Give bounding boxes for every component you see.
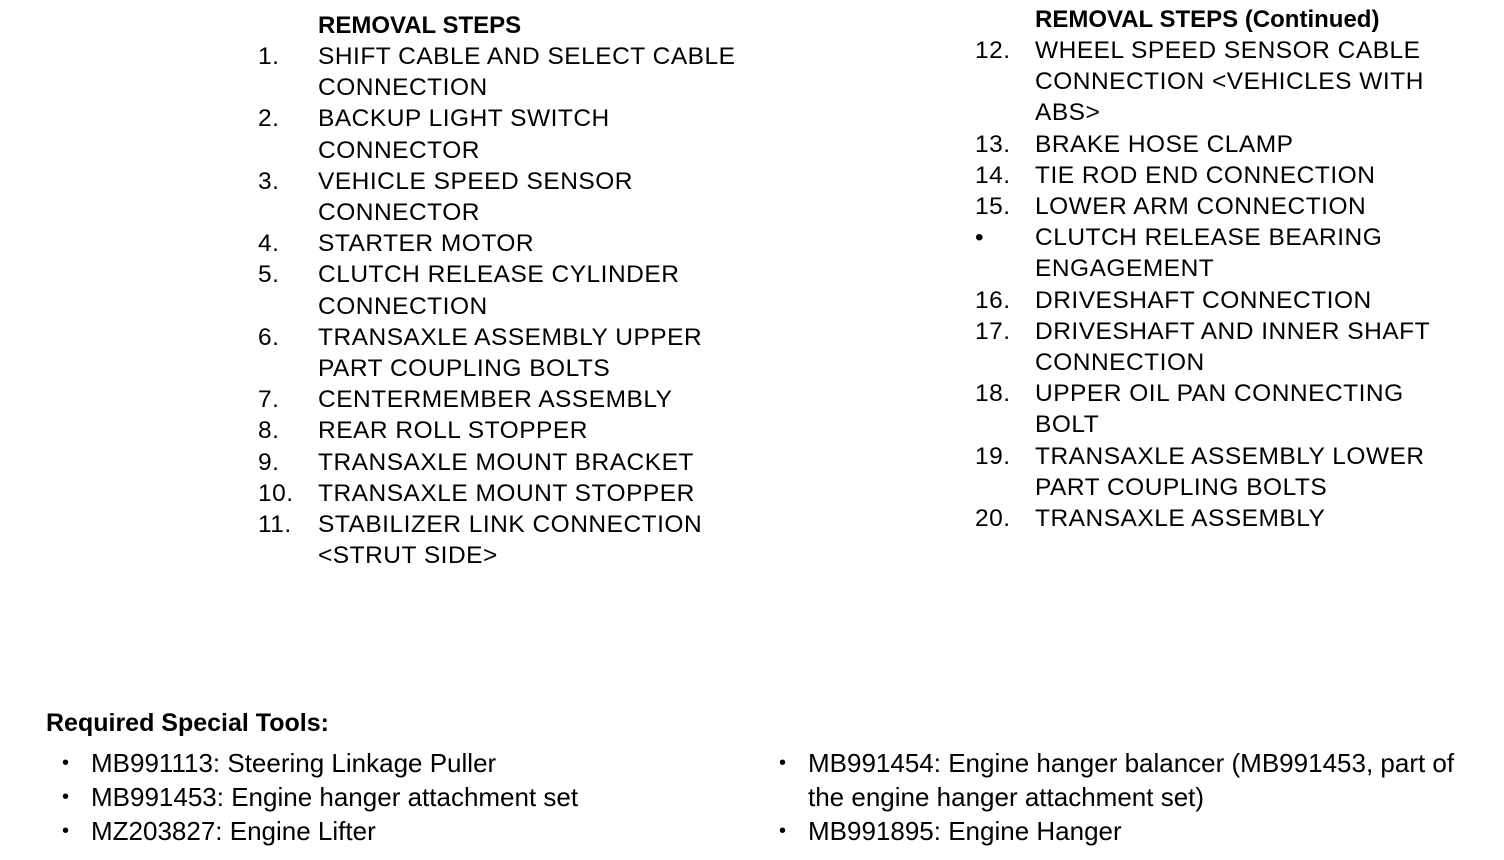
special-tools-section xyxy=(46,706,1486,850)
removal-step xyxy=(258,447,758,478)
removal-step xyxy=(975,503,1475,534)
step-number: 20. xyxy=(975,505,1011,533)
step-number: 1. xyxy=(258,43,280,70)
removal-step xyxy=(258,166,758,228)
removal-step xyxy=(975,160,1475,191)
tool-item xyxy=(779,746,1459,814)
bullet-icon: • xyxy=(779,820,787,842)
step-number: 6. xyxy=(258,323,280,351)
removal-step xyxy=(258,41,758,103)
step-text: SHIFT CABLE AND SELECT CABLE CONNECTION xyxy=(318,43,736,102)
step-number: 10. xyxy=(258,479,294,507)
removal-step xyxy=(258,103,758,165)
tool-item xyxy=(62,746,742,780)
removal-steps-continued-column xyxy=(975,4,1475,534)
step-text: CENTERMEMBER ASSEMBLY xyxy=(318,386,673,414)
step-number: 14. xyxy=(975,161,1011,189)
bullet-icon: • xyxy=(779,752,787,774)
step-text: VEHICLE SPEED SENSOR CONNECTOR xyxy=(318,167,633,227)
special-tools-list-left xyxy=(62,746,742,848)
removal-steps-column xyxy=(258,10,758,571)
removal-step xyxy=(975,441,1475,503)
step-number: 9. xyxy=(258,448,280,476)
removal-steps-heading: REMOVAL STEPS xyxy=(318,12,522,39)
removal-step xyxy=(975,378,1475,440)
step-text: TIE ROD END CONNECTION xyxy=(1035,161,1376,189)
tool-text: MB991454: Engine hanger balancer (MB991453, part of the engine hanger attachment set) xyxy=(808,748,1455,812)
step-number: 15. xyxy=(975,193,1011,221)
step-text: REAR ROLL STOPPER xyxy=(318,417,588,445)
bullet-icon: • xyxy=(62,786,70,808)
step-text: CLUTCH RELEASE BEARING ENGAGEMENT xyxy=(1035,224,1383,283)
step-text: CLUTCH RELEASE CYLINDER CONNECTION xyxy=(318,261,680,320)
step-text: DRIVESHAFT AND INNER SHAFT CONNECTION xyxy=(1035,317,1430,377)
removal-steps-list xyxy=(258,41,758,571)
removal-step xyxy=(975,316,1475,378)
tool-text: MB991895: Engine Hanger xyxy=(808,816,1122,846)
step-number: 8. xyxy=(258,417,280,445)
removal-step xyxy=(258,509,758,571)
step-text: TRANSAXLE MOUNT STOPPER xyxy=(318,479,695,507)
removal-step xyxy=(258,259,758,321)
removal-step xyxy=(975,129,1475,160)
removal-step-bullet xyxy=(975,222,1475,284)
step-text: UPPER OIL PAN CONNECTING BOLT xyxy=(1035,380,1404,439)
tool-item xyxy=(62,814,742,848)
removal-steps-continued-list xyxy=(975,35,1475,534)
step-text: TRANSAXLE ASSEMBLY LOWER PART COUPLING BOLTS xyxy=(1035,442,1425,501)
step-number: 12. xyxy=(975,37,1011,64)
tool-text: MB991113: Steering Linkage Puller xyxy=(91,748,497,778)
step-number: 13. xyxy=(975,130,1011,158)
step-number: 5. xyxy=(258,261,280,289)
step-text: BACKUP LIGHT SWITCH CONNECTOR xyxy=(318,105,610,164)
removal-step xyxy=(258,228,758,259)
step-text: STABILIZER LINK CONNECTION <STRUT SIDE> xyxy=(318,511,703,570)
step-number: 19. xyxy=(975,442,1011,470)
tool-item xyxy=(62,780,742,814)
special-tools-list-right xyxy=(779,746,1459,848)
step-text: LOWER ARM CONNECTION xyxy=(1035,193,1367,221)
step-text: WHEEL SPEED SENSOR CABLE CONNECTION <VEHICLES WITH ABS> xyxy=(1035,37,1424,127)
removal-step xyxy=(975,285,1475,316)
bullet-icon: • xyxy=(975,224,985,252)
bullet-icon: • xyxy=(62,752,70,774)
removal-step xyxy=(258,384,758,415)
step-text: TRANSAXLE ASSEMBLY UPPER PART COUPLING BOLTS xyxy=(318,323,703,383)
step-text: DRIVESHAFT CONNECTION xyxy=(1035,286,1372,314)
step-text: TRANSAXLE MOUNT BRACKET xyxy=(318,448,694,476)
step-number: 16. xyxy=(975,286,1011,314)
step-number: 3. xyxy=(258,167,280,195)
removal-step xyxy=(975,191,1475,222)
removal-step xyxy=(258,415,758,446)
step-text: BRAKE HOSE CLAMP xyxy=(1035,130,1294,158)
removal-step xyxy=(975,35,1475,129)
tool-text: MB991453: Engine hanger attachment set xyxy=(91,782,579,812)
step-number: 11. xyxy=(258,511,292,539)
special-tools-heading: Required Special Tools: xyxy=(46,709,329,737)
step-number: 7. xyxy=(258,386,280,414)
step-number: 2. xyxy=(258,105,280,133)
special-tools-grid xyxy=(46,740,1486,850)
bullet-icon: • xyxy=(62,820,70,842)
step-number: 4. xyxy=(258,230,280,258)
removal-step xyxy=(258,478,758,509)
tool-item xyxy=(779,814,1459,848)
step-text: TRANSAXLE ASSEMBLY xyxy=(1035,505,1326,533)
step-text: STARTER MOTOR xyxy=(318,230,535,258)
removal-step xyxy=(258,322,758,384)
removal-steps-continued-heading: REMOVAL STEPS (Continued) xyxy=(1035,6,1380,33)
step-number: 18. xyxy=(975,380,1011,408)
step-number: 17. xyxy=(975,317,1011,345)
tool-text: MZ203827: Engine Lifter xyxy=(91,816,376,846)
